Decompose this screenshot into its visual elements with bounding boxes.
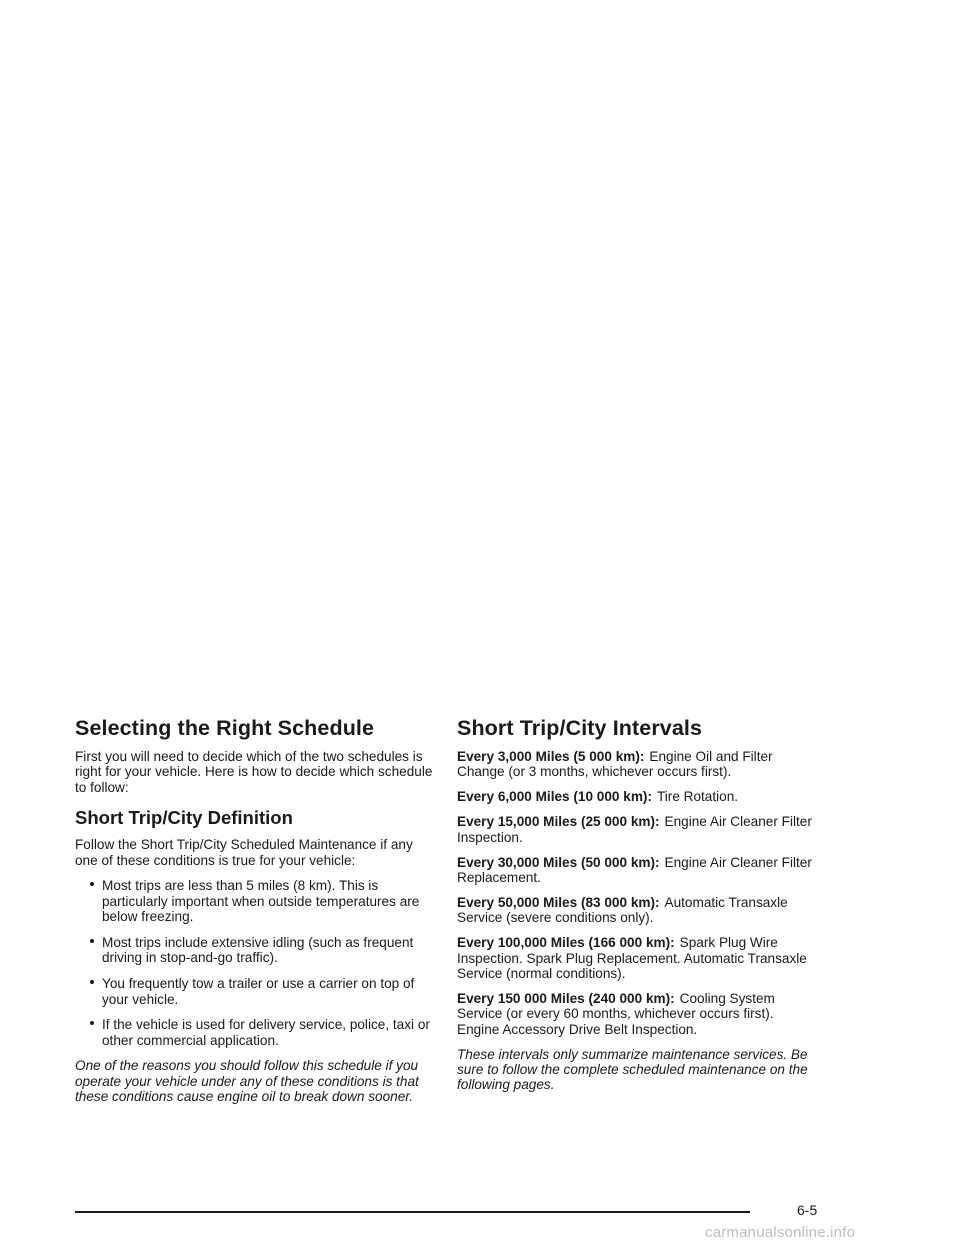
- list-item-text: Most trips include extensive idling (such as frequent driving in stop-and-go traffic).: [102, 934, 414, 966]
- section-title: Selecting the Right Schedule: [75, 716, 375, 740]
- interval-item: [457, 789, 819, 804]
- interval-label: Every 3,000 Miles (5 000 km):: [457, 749, 645, 764]
- bullet-icon: [90, 1021, 94, 1025]
- footer-divider: [75, 1211, 750, 1213]
- list-item: [102, 1017, 437, 1048]
- interval-label: Every 30,000 Miles (50 000 km):: [457, 854, 660, 870]
- interval-text: Engine Air Cleaner Filter Inspection.: [457, 814, 812, 845]
- list-item: [102, 976, 437, 1007]
- intro-paragraph: First you will need to decide which of the two schedules is right for your vehicle. Here is how to decide which schedule to follow:: [75, 749, 433, 795]
- interval-label: Every 100,000 Miles (166 000 km):: [457, 935, 675, 951]
- list-item: [102, 878, 437, 925]
- schedule-note: One of the reasons you should follow this schedule if you operate your vehicle under any of these conditions is that these conditions cause engine oil to break down sooner.: [75, 1058, 419, 1105]
- interval-text: Tire Rotation.: [656, 789, 739, 805]
- interval-text: Engine Oil and Filter Change (or 3 months, whichever occurs first).: [457, 749, 773, 780]
- list-item: [102, 935, 437, 966]
- interval-item: [457, 991, 819, 1037]
- definition-intro: Follow the Short Trip/City Scheduled Maintenance if any one of these conditions is true for your vehicle:: [75, 837, 413, 868]
- left-column: [75, 716, 437, 1115]
- list-item-text: Most trips are less than 5 miles (8 km). This is particularly important when outside temperatures are below freezing.: [102, 878, 420, 925]
- list-item-text: You frequently tow a trailer or use a carrier on top of your vehicle.: [102, 976, 415, 1007]
- interval-item: [457, 749, 819, 780]
- interval-item: [457, 855, 819, 886]
- list-item-text: If the vehicle is used for delivery service, police, taxi or other commercial application.: [102, 1017, 430, 1048]
- page-number: 6-5: [797, 1202, 818, 1218]
- right-column: [457, 716, 819, 1103]
- watermark-text: carmanualsonline.info: [705, 1224, 856, 1241]
- interval-text: Cooling System Service (or every 60 months, whichever occurs first). Engine Accessory Drive Belt Inspection.: [457, 990, 775, 1037]
- definition-subtitle: Short Trip/City Definition: [75, 807, 293, 829]
- bullet-icon: [90, 939, 94, 943]
- interval-item: [457, 895, 819, 926]
- interval-label: Every 15,000 Miles (25 000 km):: [457, 814, 660, 830]
- interval-item: [457, 814, 819, 845]
- conditions-list: [75, 878, 437, 1048]
- intervals-title: Short Trip/City Intervals: [457, 716, 703, 740]
- interval-text: Automatic Transaxle Service (severe conditions only).: [457, 894, 788, 926]
- bullet-icon: [90, 980, 94, 984]
- bullet-icon: [90, 882, 94, 886]
- interval-item: [457, 935, 819, 981]
- interval-text: Spark Plug Wire Inspection. Spark Plug Replacement. Automatic Transaxle Service (normal conditions).: [457, 935, 807, 981]
- interval-label: Every 50,000 Miles (83 000 km):: [457, 894, 660, 910]
- interval-text: Engine Air Cleaner Filter Replacement.: [457, 854, 812, 885]
- interval-label: Every 6,000 Miles (10 000 km):: [457, 789, 652, 805]
- intervals-note: These intervals only summarize maintenance services. Be sure to follow the complete scheduled maintenance on the following pages.: [457, 1046, 808, 1093]
- interval-label: Every 150 000 Miles (240 000 km):: [457, 990, 675, 1006]
